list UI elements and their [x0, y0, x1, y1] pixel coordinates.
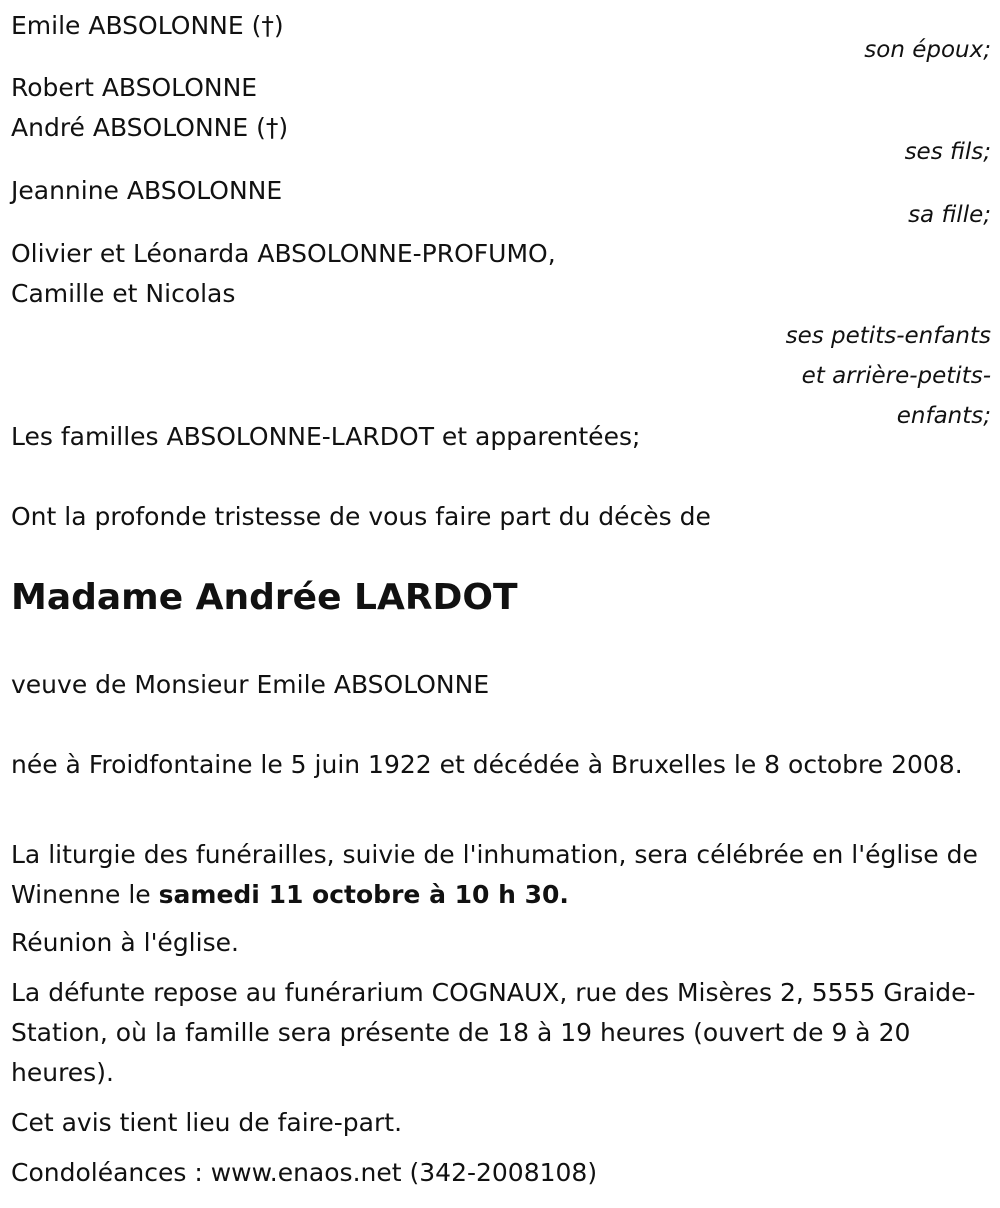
family-group-daughter	[11, 171, 991, 235]
family-group-sons	[11, 68, 991, 172]
deceased-name: Madame Andrée LARDOT	[11, 577, 518, 618]
family-member-name: Olivier et Léonarda ABSOLONNE-PROFUMO,	[11, 239, 556, 268]
notice-paragraph: Cet avis tient lieu de faire-part.	[11, 1108, 403, 1137]
family-member-name: Camille et Nicolas	[11, 279, 236, 308]
relation-label: ses fils;	[904, 139, 991, 165]
family-group-grandchildren	[11, 234, 991, 436]
liturgy-date: samedi 11 octobre à 10 h 30.	[158, 880, 569, 909]
family-group-spouse	[11, 6, 991, 70]
relation-label: sa fille;	[908, 202, 991, 228]
meeting-paragraph: Réunion à l'église.	[11, 928, 239, 957]
condolences-paragraph: Condoléances : www.enaos.net (342-2008108)	[11, 1158, 598, 1187]
liturgy-text: La liturgie des funérailles, suivie de l'inhumation, sera célébrée en l'église de Winenne le	[11, 840, 978, 909]
family-member-name: Robert ABSOLONNE	[11, 73, 258, 102]
family-member-name: André ABSOLONNE (†)	[11, 113, 289, 142]
relation-label: son époux;	[864, 37, 991, 63]
repose-paragraph: La défunte repose au funérarium COGNAUX, rue des Misères 2, 5555 Graide-Station, où la famille sera présente de 18 à 19 heures (ouvert de 9 à 20 heures).	[11, 978, 976, 1087]
birth-death-paragraph: née à Froidfontaine le 5 juin 1922 et décédée à Bruxelles le 8 octobre 2008.	[11, 750, 963, 779]
families-line: Les familles ABSOLONNE-LARDOT et apparentées;	[11, 422, 641, 451]
liturgy-paragraph	[11, 835, 991, 915]
family-member-name: Jeannine ABSOLONNE	[11, 176, 283, 205]
announcement-text: Ont la profonde tristesse de vous faire part du décès de	[11, 502, 711, 531]
family-member-name: Emile ABSOLONNE (†)	[11, 11, 284, 40]
relation-label: et arrière-petits-	[801, 363, 991, 389]
relation-label: enfants;	[896, 403, 991, 429]
relation-label: ses petits-enfants	[785, 323, 991, 349]
widow-of-text: veuve de Monsieur Emile ABSOLONNE	[11, 670, 490, 699]
